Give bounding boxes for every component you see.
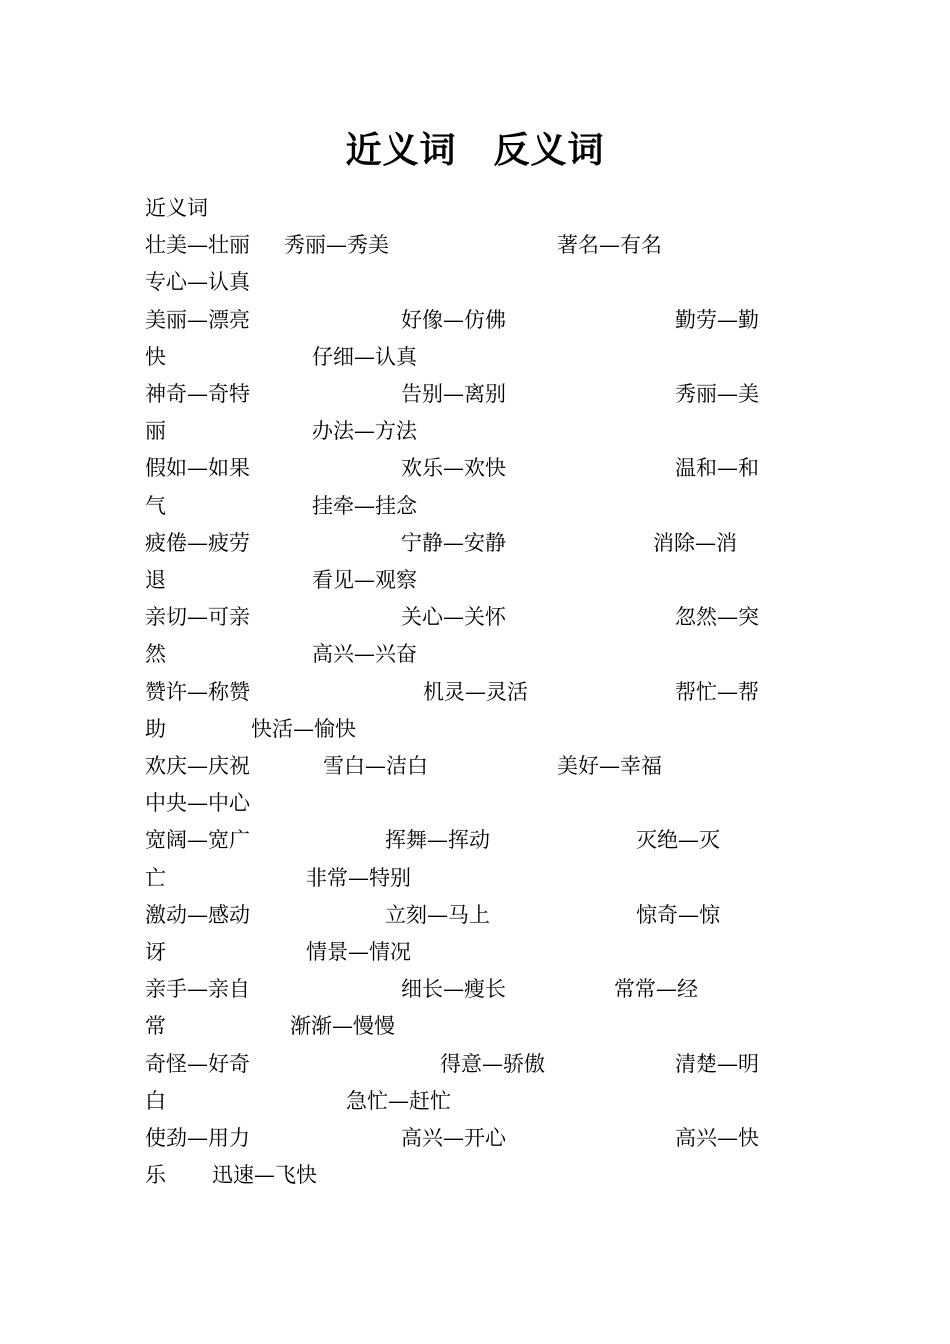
section-heading: 近义词	[145, 196, 208, 220]
word-pair: 赞许—称赞	[145, 679, 250, 704]
word-pair: 神奇—奇特	[145, 382, 250, 406]
word-pair: 乐	[145, 1163, 166, 1188]
word-pair: 高兴—开心	[401, 1126, 506, 1150]
word-pair: 激动—感动	[145, 902, 250, 927]
word-pair: 中央—中心	[145, 791, 250, 816]
word-pair: 白	[145, 1088, 166, 1113]
word-pair: 常	[145, 1014, 166, 1039]
word-pair: 美好—幸福	[557, 754, 662, 778]
word-pair: 亲手—亲自	[145, 977, 250, 1002]
word-pair: 清楚—明	[675, 1051, 759, 1076]
word-pair: 勤劳—勤	[675, 307, 759, 332]
word-pair: 奇怪—好奇	[145, 1051, 250, 1076]
word-pair: 亲切—可亲	[145, 605, 250, 630]
word-pair: 常常—经	[614, 977, 698, 1002]
word-pair: 仔细—认真	[312, 344, 417, 369]
word-pair: 疲倦—疲劳	[145, 530, 250, 555]
word-pair: 灭绝—灭	[636, 828, 720, 853]
word-pair: 渐渐—慢慢	[290, 1014, 395, 1039]
word-pair: 秀丽—秀美	[284, 233, 389, 258]
word-pair: 快活—愉快	[251, 716, 356, 741]
word-pair: 美丽—漂亮	[145, 307, 250, 332]
word-pair: 退	[145, 568, 166, 592]
page-title: 近义词 反义词	[345, 129, 605, 171]
word-pair: 立刻—马上	[385, 902, 490, 927]
word-pair: 假如—如果	[145, 456, 250, 481]
word-pair: 看见—观察	[312, 568, 417, 592]
word-pair: 好像—仿佛	[401, 307, 506, 332]
word-pair: 挥舞—挥动	[385, 828, 490, 853]
word-pair: 高兴—快	[675, 1126, 759, 1150]
word-pair: 雪白—洁白	[323, 754, 428, 778]
word-pair: 关心—关怀	[401, 605, 506, 630]
word-pair: 得意—骄傲	[440, 1051, 545, 1076]
word-pair: 消除—消	[653, 530, 737, 555]
word-pair: 秀丽—美	[675, 382, 759, 406]
word-pair: 亡	[145, 865, 166, 890]
word-pair: 专心—认真	[145, 270, 250, 295]
word-pair: 办法—方法	[312, 419, 417, 444]
word-pair: 宽阔—宽广	[145, 828, 250, 853]
word-pair: 助	[145, 716, 166, 741]
word-pair: 非常—特别	[306, 865, 411, 890]
word-pair: 急忙—赶忙	[346, 1088, 451, 1113]
word-pair: 使劲—用力	[145, 1126, 250, 1150]
word-pair: 情景—情况	[306, 940, 411, 964]
word-pair: 然	[145, 642, 166, 667]
word-pair: 惊奇—惊	[636, 902, 720, 927]
word-pair: 壮美—壮丽	[145, 233, 250, 258]
word-pair: 气	[145, 493, 166, 518]
word-pair: 讶	[145, 940, 166, 964]
word-pair: 快	[145, 344, 166, 369]
word-pair: 告别—离别	[401, 382, 506, 406]
word-pair: 欢乐—欢快	[401, 456, 506, 481]
word-pair: 宁静—安静	[401, 530, 506, 555]
word-pair: 细长—瘦长	[401, 977, 506, 1002]
word-pair: 帮忙—帮	[675, 679, 759, 704]
word-pair: 迅速—飞快	[212, 1163, 317, 1188]
word-pair: 丽	[145, 419, 166, 444]
word-pair: 忽然—突	[675, 605, 759, 630]
word-pair: 温和—和	[675, 456, 759, 481]
word-pair: 著名—有名	[557, 233, 662, 258]
word-pair: 欢庆—庆祝	[145, 754, 250, 778]
word-pair: 机灵—灵活	[423, 679, 528, 704]
word-pair: 高兴—兴奋	[312, 642, 417, 667]
word-pair: 挂牵—挂念	[312, 493, 417, 518]
